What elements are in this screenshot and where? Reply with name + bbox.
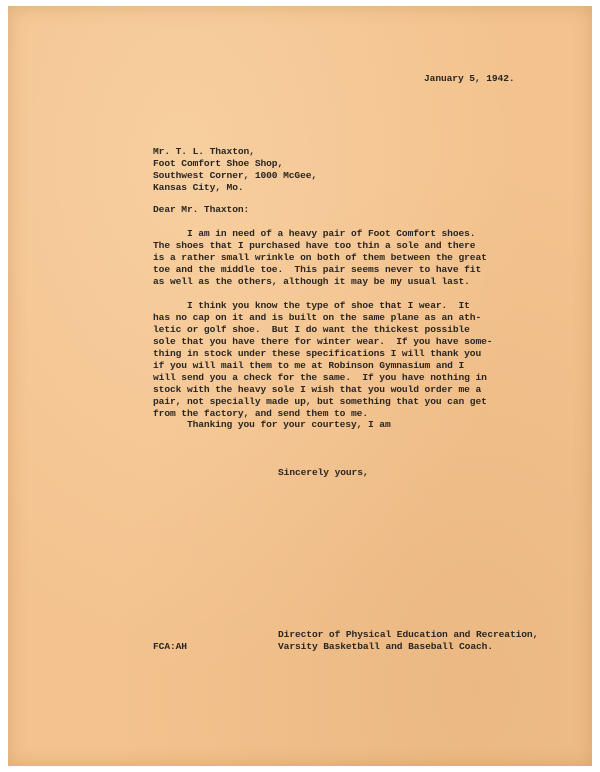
paragraph-2-line: thing in stock under these specifications I will thank you [153, 348, 482, 359]
reference-initials: FCA:AH [153, 641, 187, 652]
recipient-line-2: Foot Comfort Shoe Shop, [153, 158, 284, 169]
paragraph-2-line: from the factory, and send them to me. [153, 408, 368, 419]
complimentary-close: Sincerely yours, [278, 467, 369, 478]
paragraph-2-line: has no cap on it and is built on the same plane as an ath- [153, 312, 482, 323]
salutation: Dear Mr. Thaxton: [153, 204, 250, 215]
recipient-line-4: Kansas City, Mo. [153, 182, 244, 193]
paragraph-2-line: stock with the heavy sole I wish that you would order me a [153, 384, 482, 395]
paragraph-2-line: letic or golf shoe. But I do want the thickest possible [153, 324, 470, 335]
paragraph-2-line: sole that you have there for winter wear. If you have some- [153, 336, 493, 347]
letter-date: January 5, 1942. [424, 73, 515, 84]
recipient-line-1: Mr. T. L. Thaxton, [153, 146, 255, 157]
signature-title-line-2: Varsity Basketball and Baseball Coach. [278, 641, 493, 652]
paragraph-2-line: if you will mail them to me at Robinson Gymnasium and I [153, 360, 465, 371]
recipient-line-3: Southwest Corner, 1000 McGee, [153, 170, 318, 181]
paragraph-2-line: will send you a check for the same. If you have nothing in [153, 372, 487, 383]
paragraph-1-line: as well as the others, although it may be my usual last. [153, 276, 470, 287]
paragraph-2-line: I think you know the type of shoe that I wear. It [153, 300, 470, 311]
paragraph-1-line: The shoes that I purchased have too thin a sole and there [153, 240, 476, 251]
paragraph-1-line: toe and the middle toe. This pair seems never to have fit [153, 264, 482, 275]
signature-title-line-1: Director of Physical Education and Recreation, [278, 629, 539, 640]
paragraph-2-line: pair, not specially made up, but something that you can get [153, 396, 487, 407]
closing-line: Thanking you for your courtesy, I am [153, 419, 391, 430]
letter-page [8, 6, 592, 766]
paragraph-1-line: I am in need of a heavy pair of Foot Comfort shoes. [153, 228, 476, 239]
paragraph-1-line: is a rather small wrinkle on both of them between the great [153, 252, 487, 263]
